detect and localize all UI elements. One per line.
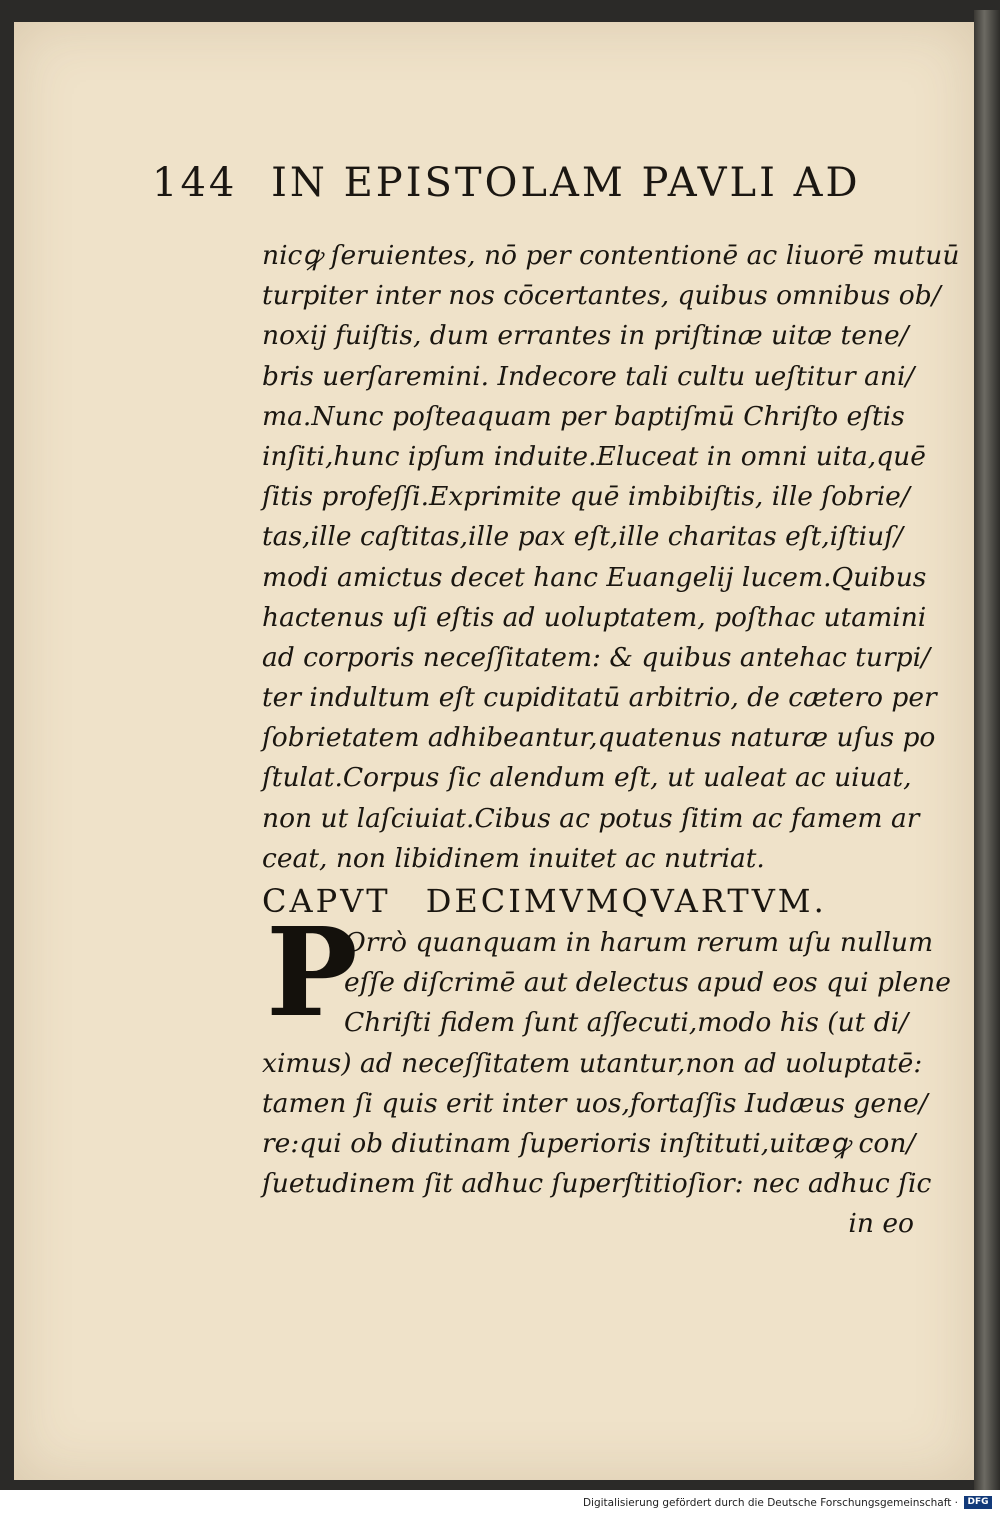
footer-bar [0,1490,1000,1516]
text-line: Chriſti fidem ſunt aſſecuti,modo his (ut di/ [344,1007,909,1039]
text-line: non ut laſciuiat.Cibus ac potus ſitim ac famem ar [262,802,920,834]
text-line: re:qui ob diutinam ſuperioris inſtituti,uitæꝙ con/ [262,1127,916,1159]
page-number: 144 [152,160,238,206]
text-line: ma.Nunc poſteaquam per baptiſmū Chriſto eſtis [262,400,905,432]
text-line: ſobrietatem adhibeantur,quatenus naturæ uſus po [262,722,936,754]
drop-cap: P [266,900,358,1044]
running-header [152,160,912,220]
text-line: eſſe diſcrimē aut delectus apud eos qui plene [344,967,951,999]
text-line: turpiter inter nos cōcertantes, quibus omnibus ob/ [262,280,941,312]
text-line: hactenus uſi eſtis ad uoluptatem, poſthac utamini [262,601,927,633]
catchword: in eo [848,1208,914,1240]
text-line: ter indultum eſt cupiditatū arbitrio, de cætero per [262,682,937,714]
text-line: ceat, non libidinem inuitet ac nutriat. [262,842,765,874]
chapter-heading: CAPVT DECIMVMQVARTVM. [262,882,827,920]
text-line: noxij fuiſtis, dum errantes in priſtinæ uitæ tene/ [262,320,909,352]
text-line: tas,ille caſtitas,ille pax eſt,ille charitas eſt,iſtiuſ/ [262,521,903,553]
text-line: ſtulat.Corpus ſic alendum eſt, ut ualeat ac uiuat, [262,762,912,794]
body-text [262,236,960,1245]
text-line: Orrò quanquam in harum rerum uſu nullum [344,927,934,958]
text-line: inſiti,hunc ipſum induite.Eluceat in omni uita,quē [262,440,926,472]
running-title: IN EPISTOLAM PAVLI AD [271,160,861,206]
text-line: modi amictus decet hanc Euangelij lucem.Quibus [262,561,927,593]
text-line: bris uerſaremini. Indecore tali cultu ueſtitur ani/ [262,360,915,392]
text-line: ſuetudinem ſit adhuc ſuperſtitioſior: nec adhuc ſic [262,1168,932,1200]
text-line: tamen ſi quis erit inter uos,fortaſſis Iudæus gene/ [262,1087,928,1119]
dfg-logo-icon: DFG [964,1496,992,1509]
funding-credit: Digitalisierung gefördert durch die Deutsche Forschungsgemeinschaft · [582,1497,958,1509]
book-edge [974,10,1000,1490]
text-line: ximus) ad neceſſitatem utantur,non ad uoluptatē: [262,1047,923,1079]
text-line: ſitis profeſſi.Exprimite quē imbibiſtis, ille ſobrie/ [262,481,910,513]
text-line: nicꝙ ſeruientes, nō per contentionē ac liuorē mutuū [262,240,960,271]
text-line: ad corporis neceſſitatem: & quibus antehac turpi/ [262,641,931,673]
